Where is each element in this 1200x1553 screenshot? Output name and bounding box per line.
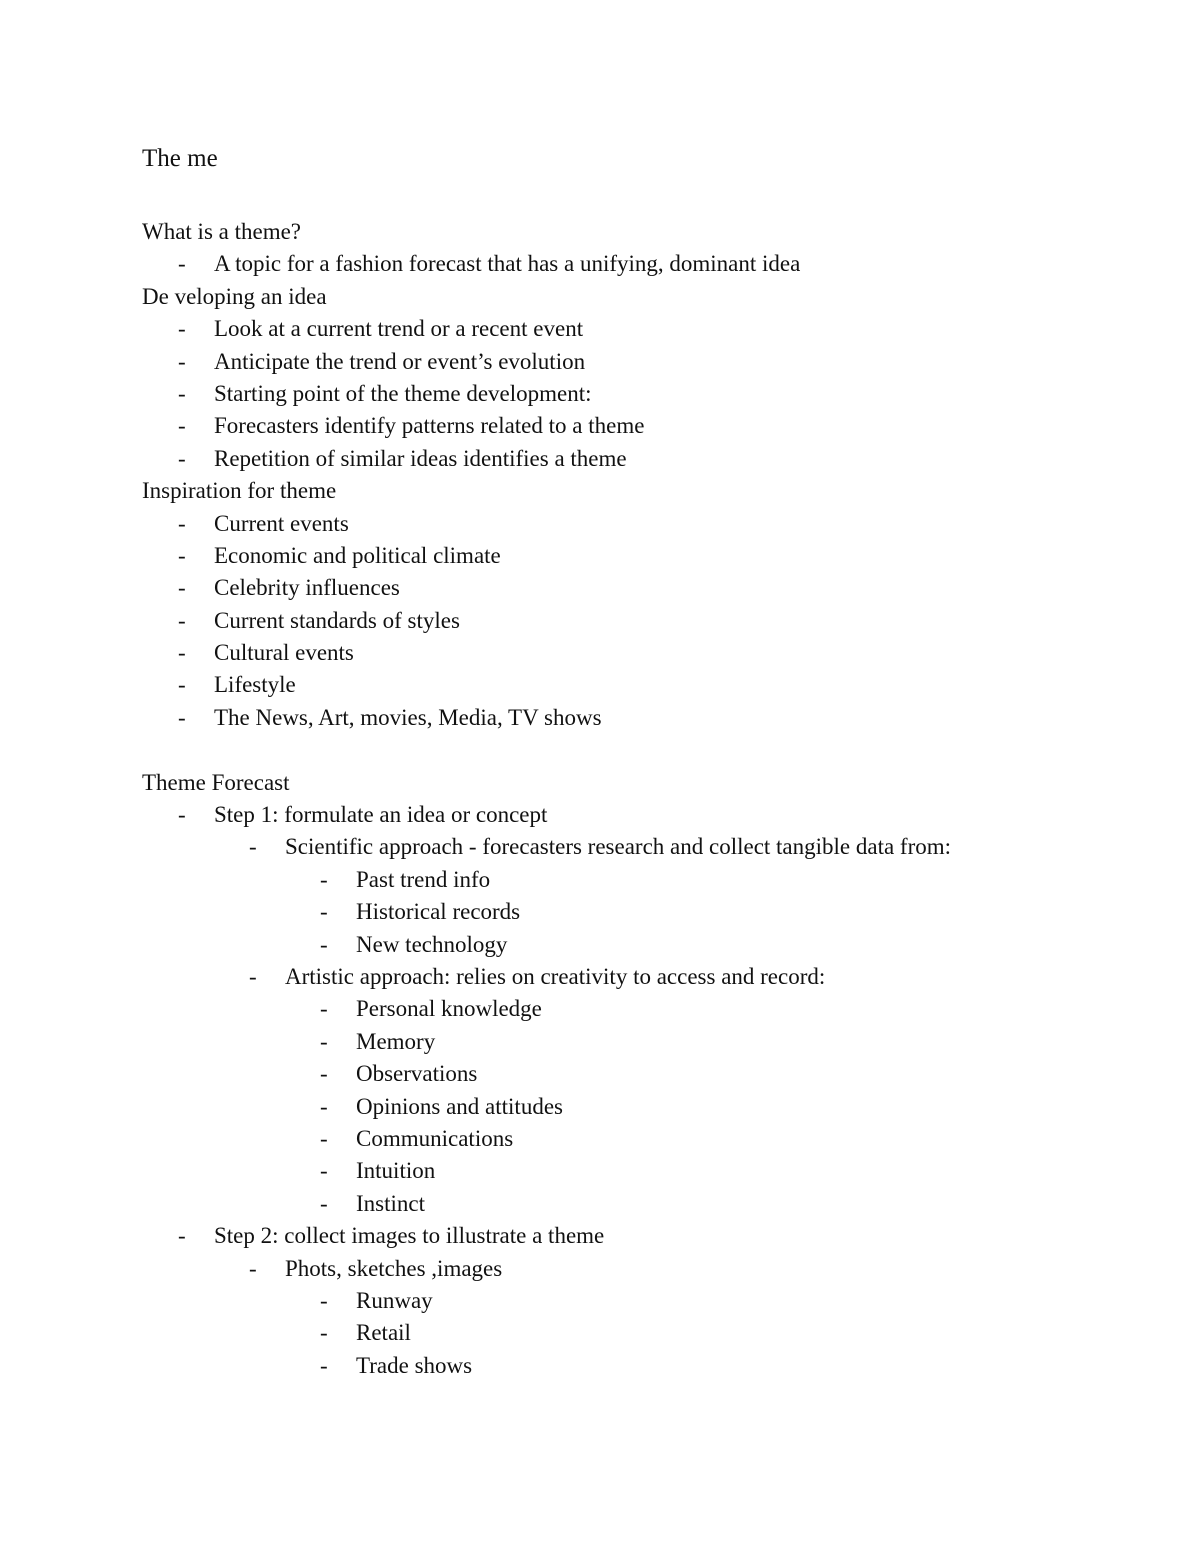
section-heading-developing-idea: De veloping an idea bbox=[142, 283, 327, 309]
dash-bullet-icon: - bbox=[320, 1352, 328, 1378]
list-item-text: Instinct bbox=[356, 1190, 425, 1216]
dash-bullet-icon: - bbox=[320, 1028, 328, 1054]
list-item-text: The News, Art, movies, Media, TV shows bbox=[214, 704, 602, 730]
list-item-text: Phots, sketches ,images bbox=[285, 1255, 503, 1281]
list-item-text: Forecasters identify patterns related to a theme bbox=[214, 413, 645, 439]
list-item bbox=[142, 313, 1142, 345]
dash-bullet-icon: - bbox=[178, 413, 186, 439]
dash-bullet-icon: - bbox=[178, 672, 186, 698]
document-body bbox=[142, 216, 1142, 1382]
list-item bbox=[142, 896, 1142, 928]
list-item-text: Celebrity influences bbox=[214, 575, 400, 601]
dash-bullet-icon: - bbox=[320, 931, 328, 957]
list-item bbox=[142, 669, 1142, 701]
list-item-text: Opinions and attitudes bbox=[356, 1093, 563, 1119]
list-item bbox=[142, 1058, 1142, 1090]
dash-bullet-icon: - bbox=[320, 1125, 328, 1151]
dash-bullet-icon: - bbox=[320, 1158, 328, 1184]
dash-bullet-icon: - bbox=[320, 1190, 328, 1216]
list-item-text: Lifestyle bbox=[214, 672, 296, 698]
list-item bbox=[142, 508, 1142, 540]
list-item-text: Starting point of the theme development: bbox=[214, 380, 592, 406]
list-item bbox=[142, 1155, 1142, 1187]
dash-bullet-icon: - bbox=[178, 802, 186, 828]
list-item-text: New technology bbox=[356, 931, 508, 957]
list-item-text: Step 1: formulate an idea or concept bbox=[214, 802, 548, 828]
dash-bullet-icon: - bbox=[178, 251, 186, 277]
step-2-item bbox=[142, 1220, 1142, 1252]
list-item-text: Step 2: collect images to illustrate a theme bbox=[214, 1223, 605, 1249]
list-item-text: Look at a current trend or a recent event bbox=[214, 316, 584, 342]
dash-bullet-icon: - bbox=[178, 575, 186, 601]
list-item-text: Current events bbox=[214, 510, 349, 536]
list-item bbox=[142, 248, 1142, 280]
dash-bullet-icon: - bbox=[320, 899, 328, 925]
dash-bullet-icon: - bbox=[178, 704, 186, 730]
list-item-text: Economic and political climate bbox=[214, 542, 501, 568]
list-item bbox=[142, 929, 1142, 961]
list-item-text: Past trend info bbox=[356, 866, 491, 892]
dash-bullet-icon: - bbox=[249, 963, 257, 989]
list-item-text: Retail bbox=[356, 1320, 411, 1346]
list-item bbox=[142, 1188, 1142, 1220]
list-item-text: Scientific approach - forecasters research and collect tangible data from: bbox=[285, 834, 952, 860]
list-item bbox=[142, 410, 1142, 442]
list-item bbox=[142, 572, 1142, 604]
list-item bbox=[142, 605, 1142, 637]
list-item bbox=[142, 864, 1142, 896]
list-item-text: Trade shows bbox=[356, 1352, 473, 1378]
list-item-text: Communications bbox=[356, 1125, 514, 1151]
list-item bbox=[142, 1091, 1142, 1123]
dash-bullet-icon: - bbox=[320, 1320, 328, 1346]
list-item-text: Personal knowledge bbox=[356, 996, 542, 1022]
dash-bullet-icon: - bbox=[249, 1255, 257, 1281]
section-heading-what-is-theme: What is a theme? bbox=[142, 219, 302, 244]
blank-line bbox=[142, 734, 1142, 766]
dash-bullet-icon: - bbox=[178, 607, 186, 633]
list-item bbox=[142, 1285, 1142, 1317]
list-item-text: Anticipate the trend or event’s evolution bbox=[214, 348, 586, 374]
step-1-item bbox=[142, 799, 1142, 831]
scientific-approach-item bbox=[142, 831, 1142, 863]
list-item-text: Repetition of similar ideas identifies a theme bbox=[214, 445, 627, 471]
dash-bullet-icon: - bbox=[178, 640, 186, 666]
list-item-text: Historical records bbox=[356, 899, 521, 925]
list-item bbox=[142, 443, 1142, 475]
dash-bullet-icon: - bbox=[178, 1223, 186, 1249]
dash-bullet-icon: - bbox=[320, 866, 328, 892]
list-item bbox=[142, 1350, 1142, 1382]
list-item-text: Runway bbox=[356, 1287, 433, 1313]
dash-bullet-icon: - bbox=[178, 316, 186, 342]
dash-bullet-icon: - bbox=[178, 380, 186, 406]
artistic-approach-item bbox=[142, 961, 1142, 993]
dash-bullet-icon: - bbox=[178, 348, 186, 374]
dash-bullet-icon: - bbox=[178, 510, 186, 536]
dash-bullet-icon: - bbox=[320, 996, 328, 1022]
page-title: The me bbox=[142, 145, 218, 172]
list-item bbox=[142, 993, 1142, 1025]
list-item-text: Artistic approach: relies on creativity to access and record: bbox=[285, 963, 826, 989]
list-item bbox=[142, 702, 1142, 734]
dash-bullet-icon: - bbox=[249, 834, 257, 860]
dash-bullet-icon: - bbox=[178, 542, 186, 568]
dash-bullet-icon: - bbox=[320, 1287, 328, 1313]
list-item-text: Observations bbox=[356, 1061, 478, 1087]
list-item bbox=[142, 378, 1142, 410]
image-sources-item bbox=[142, 1253, 1142, 1285]
list-item-text: A topic for a fashion forecast that has a unifying, dominant idea bbox=[214, 251, 801, 277]
dash-bullet-icon: - bbox=[320, 1093, 328, 1119]
dash-bullet-icon: - bbox=[178, 445, 186, 471]
section-heading-inspiration: Inspiration for theme bbox=[142, 478, 337, 504]
list-item-text: Current standards of styles bbox=[214, 607, 460, 633]
list-item-text: Intuition bbox=[356, 1158, 436, 1184]
list-item bbox=[142, 1317, 1142, 1349]
list-item bbox=[142, 1123, 1142, 1155]
section-heading-theme-forecast: Theme Forecast bbox=[142, 769, 290, 795]
list-item bbox=[142, 540, 1142, 572]
list-item bbox=[142, 1026, 1142, 1058]
list-item-text: Cultural events bbox=[214, 640, 354, 666]
list-item bbox=[142, 637, 1142, 669]
dash-bullet-icon: - bbox=[320, 1061, 328, 1087]
list-item bbox=[142, 346, 1142, 378]
list-item-text: Memory bbox=[356, 1028, 436, 1054]
